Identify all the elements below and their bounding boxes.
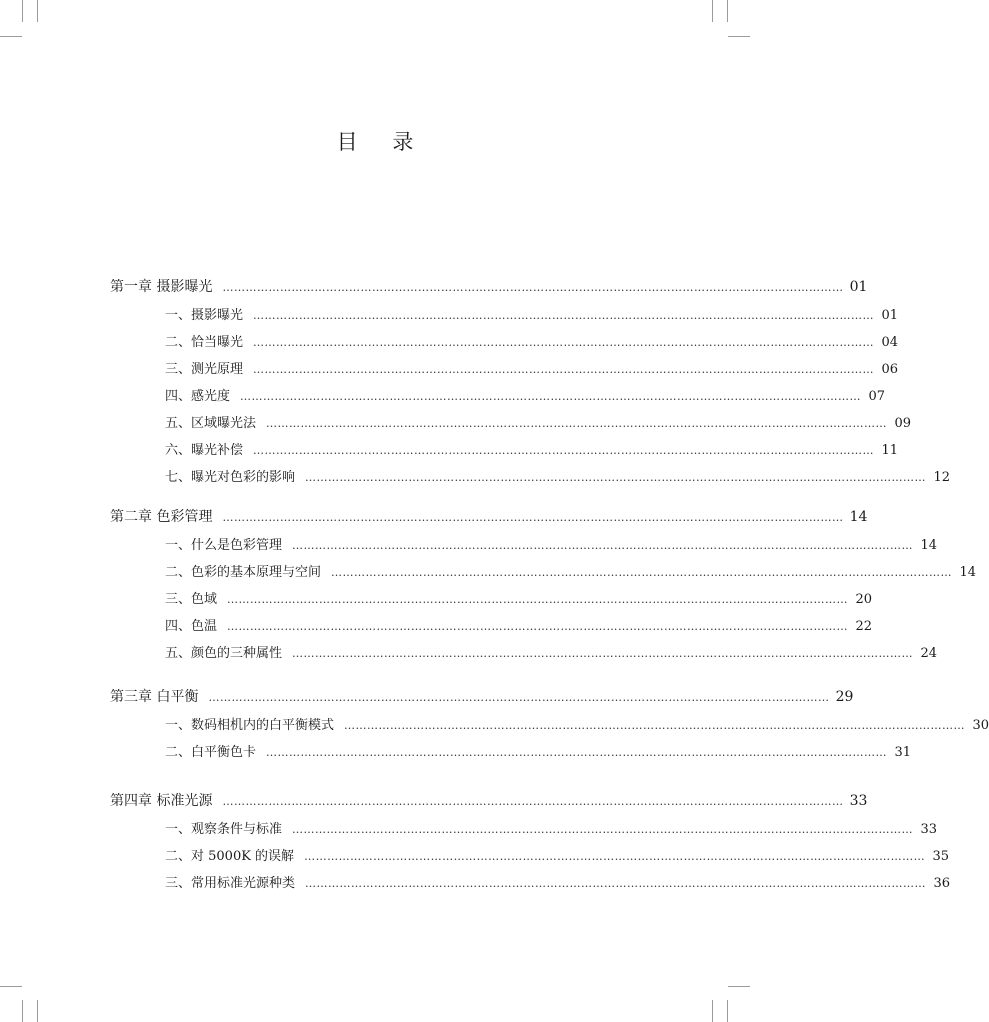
chapter-entry bbox=[110, 790, 868, 810]
section-entry bbox=[165, 439, 899, 458]
section-entry-page: 09 bbox=[894, 416, 912, 431]
section-entry-label: 七、曝光对色彩的影响 bbox=[165, 470, 296, 485]
section-entry-label: 二、对 5000K 的误解 bbox=[165, 849, 295, 864]
section-entry bbox=[165, 845, 950, 864]
chapter-entry-label: 第四章 标准光源 bbox=[110, 793, 213, 809]
section-entry-page: 36 bbox=[933, 876, 951, 891]
chapter-entry bbox=[110, 686, 854, 706]
dot-leader: ……………………………………………………………………………………………………………………………………………… bbox=[208, 691, 830, 704]
section-entry bbox=[165, 331, 899, 350]
chapter-entry-label: 第一章 摄影曝光 bbox=[110, 279, 213, 295]
dot-leader: ……………………………………………………………………………………………………………………………………………… bbox=[292, 539, 914, 552]
section-entry-page: 14 bbox=[920, 538, 938, 553]
section-entry-label: 一、观察条件与标准 bbox=[165, 822, 283, 837]
chapter-entry-page: 01 bbox=[849, 279, 868, 295]
chapter-entry-page: 33 bbox=[849, 793, 868, 809]
section-entry-label: 一、摄影曝光 bbox=[165, 308, 244, 323]
section-entry-label: 二、恰当曝光 bbox=[165, 335, 244, 350]
section-entry bbox=[165, 534, 938, 553]
section-entry bbox=[165, 642, 938, 661]
dot-leader: ……………………………………………………………………………………………………………………………………………… bbox=[292, 647, 914, 660]
section-entry-label: 四、感光度 bbox=[165, 389, 231, 404]
section-entry-page: 35 bbox=[932, 849, 950, 864]
dot-leader: ……………………………………………………………………………………………………………………………………………… bbox=[222, 795, 844, 808]
section-entry bbox=[165, 412, 912, 431]
section-entry-label: 二、白平衡色卡 bbox=[165, 745, 257, 760]
dot-leader: ……………………………………………………………………………………………………………………………………………… bbox=[305, 877, 927, 890]
section-entry-page: 07 bbox=[868, 389, 886, 404]
section-entry-page: 01 bbox=[881, 308, 899, 323]
section-entry bbox=[165, 714, 989, 733]
dot-leader: ……………………………………………………………………………………………………………………………………………… bbox=[253, 363, 875, 376]
section-entry-label: 一、什么是色彩管理 bbox=[165, 538, 283, 553]
section-entry-label: 三、色域 bbox=[165, 592, 218, 607]
section-entry bbox=[165, 561, 977, 580]
chapter-entry bbox=[110, 276, 868, 296]
section-entry-page: 04 bbox=[881, 335, 899, 350]
chapter-entry-page: 14 bbox=[849, 509, 868, 525]
chapter-entry-page: 29 bbox=[835, 689, 854, 705]
page-title: 目 录 bbox=[336, 130, 428, 154]
chapter-entry-label: 第三章 白平衡 bbox=[110, 689, 199, 705]
dot-leader: ……………………………………………………………………………………………………………………………………………… bbox=[305, 471, 927, 484]
dot-leader: ……………………………………………………………………………………………………………………………………………… bbox=[253, 309, 875, 322]
section-entry-page: 33 bbox=[920, 822, 938, 837]
dot-leader: ……………………………………………………………………………………………………………………………………………… bbox=[304, 850, 926, 863]
section-entry-label: 三、常用标准光源种类 bbox=[165, 876, 296, 891]
dot-leader: ……………………………………………………………………………………………………………………………………………… bbox=[222, 511, 844, 524]
dot-leader: ……………………………………………………………………………………………………………………………………………… bbox=[344, 719, 966, 732]
section-entry-label: 一、数码相机内的白平衡模式 bbox=[165, 718, 335, 733]
section-entry-label: 五、颜色的三种属性 bbox=[165, 646, 283, 661]
section-entry-page: 24 bbox=[920, 646, 938, 661]
dot-leader: ……………………………………………………………………………………………………………………………………………… bbox=[331, 566, 953, 579]
section-entry-page: 31 bbox=[894, 745, 912, 760]
section-entry-page: 22 bbox=[855, 619, 873, 634]
dot-leader: ……………………………………………………………………………………………………………………………………………… bbox=[266, 746, 888, 759]
section-entry-page: 20 bbox=[855, 592, 873, 607]
dot-leader: ……………………………………………………………………………………………………………………………………………… bbox=[222, 281, 844, 294]
section-entry bbox=[165, 466, 951, 485]
section-entry-page: 14 bbox=[959, 565, 977, 580]
dot-leader: ……………………………………………………………………………………………………………………………………………… bbox=[227, 620, 849, 633]
dot-leader: ……………………………………………………………………………………………………………………………………………… bbox=[253, 336, 875, 349]
section-entry-label: 六、曝光补偿 bbox=[165, 443, 244, 458]
section-entry bbox=[165, 304, 899, 323]
section-entry bbox=[165, 615, 873, 634]
section-entry-page: 06 bbox=[881, 362, 899, 377]
section-entry-label: 五、区域曝光法 bbox=[165, 416, 257, 431]
section-entry bbox=[165, 872, 951, 891]
dot-leader: ……………………………………………………………………………………………………………………………………………… bbox=[292, 823, 914, 836]
section-entry-page: 30 bbox=[972, 718, 989, 733]
dot-leader: ……………………………………………………………………………………………………………………………………………… bbox=[227, 593, 849, 606]
section-entry bbox=[165, 358, 899, 377]
section-entry-page: 11 bbox=[881, 443, 899, 458]
section-entry-label: 四、色温 bbox=[165, 619, 218, 634]
section-entry-page: 12 bbox=[933, 470, 951, 485]
dot-leader: ……………………………………………………………………………………………………………………………………………… bbox=[266, 417, 888, 430]
dot-leader: ……………………………………………………………………………………………………………………………………………… bbox=[240, 390, 862, 403]
section-entry bbox=[165, 818, 938, 837]
section-entry bbox=[165, 588, 873, 607]
section-entry-label: 三、测光原理 bbox=[165, 362, 244, 377]
section-entry-label: 二、色彩的基本原理与空间 bbox=[165, 565, 322, 580]
dot-leader: ……………………………………………………………………………………………………………………………………………… bbox=[253, 444, 875, 457]
chapter-entry-label: 第二章 色彩管理 bbox=[110, 509, 213, 525]
section-entry bbox=[165, 385, 886, 404]
section-entry bbox=[165, 741, 912, 760]
chapter-entry bbox=[110, 506, 868, 526]
